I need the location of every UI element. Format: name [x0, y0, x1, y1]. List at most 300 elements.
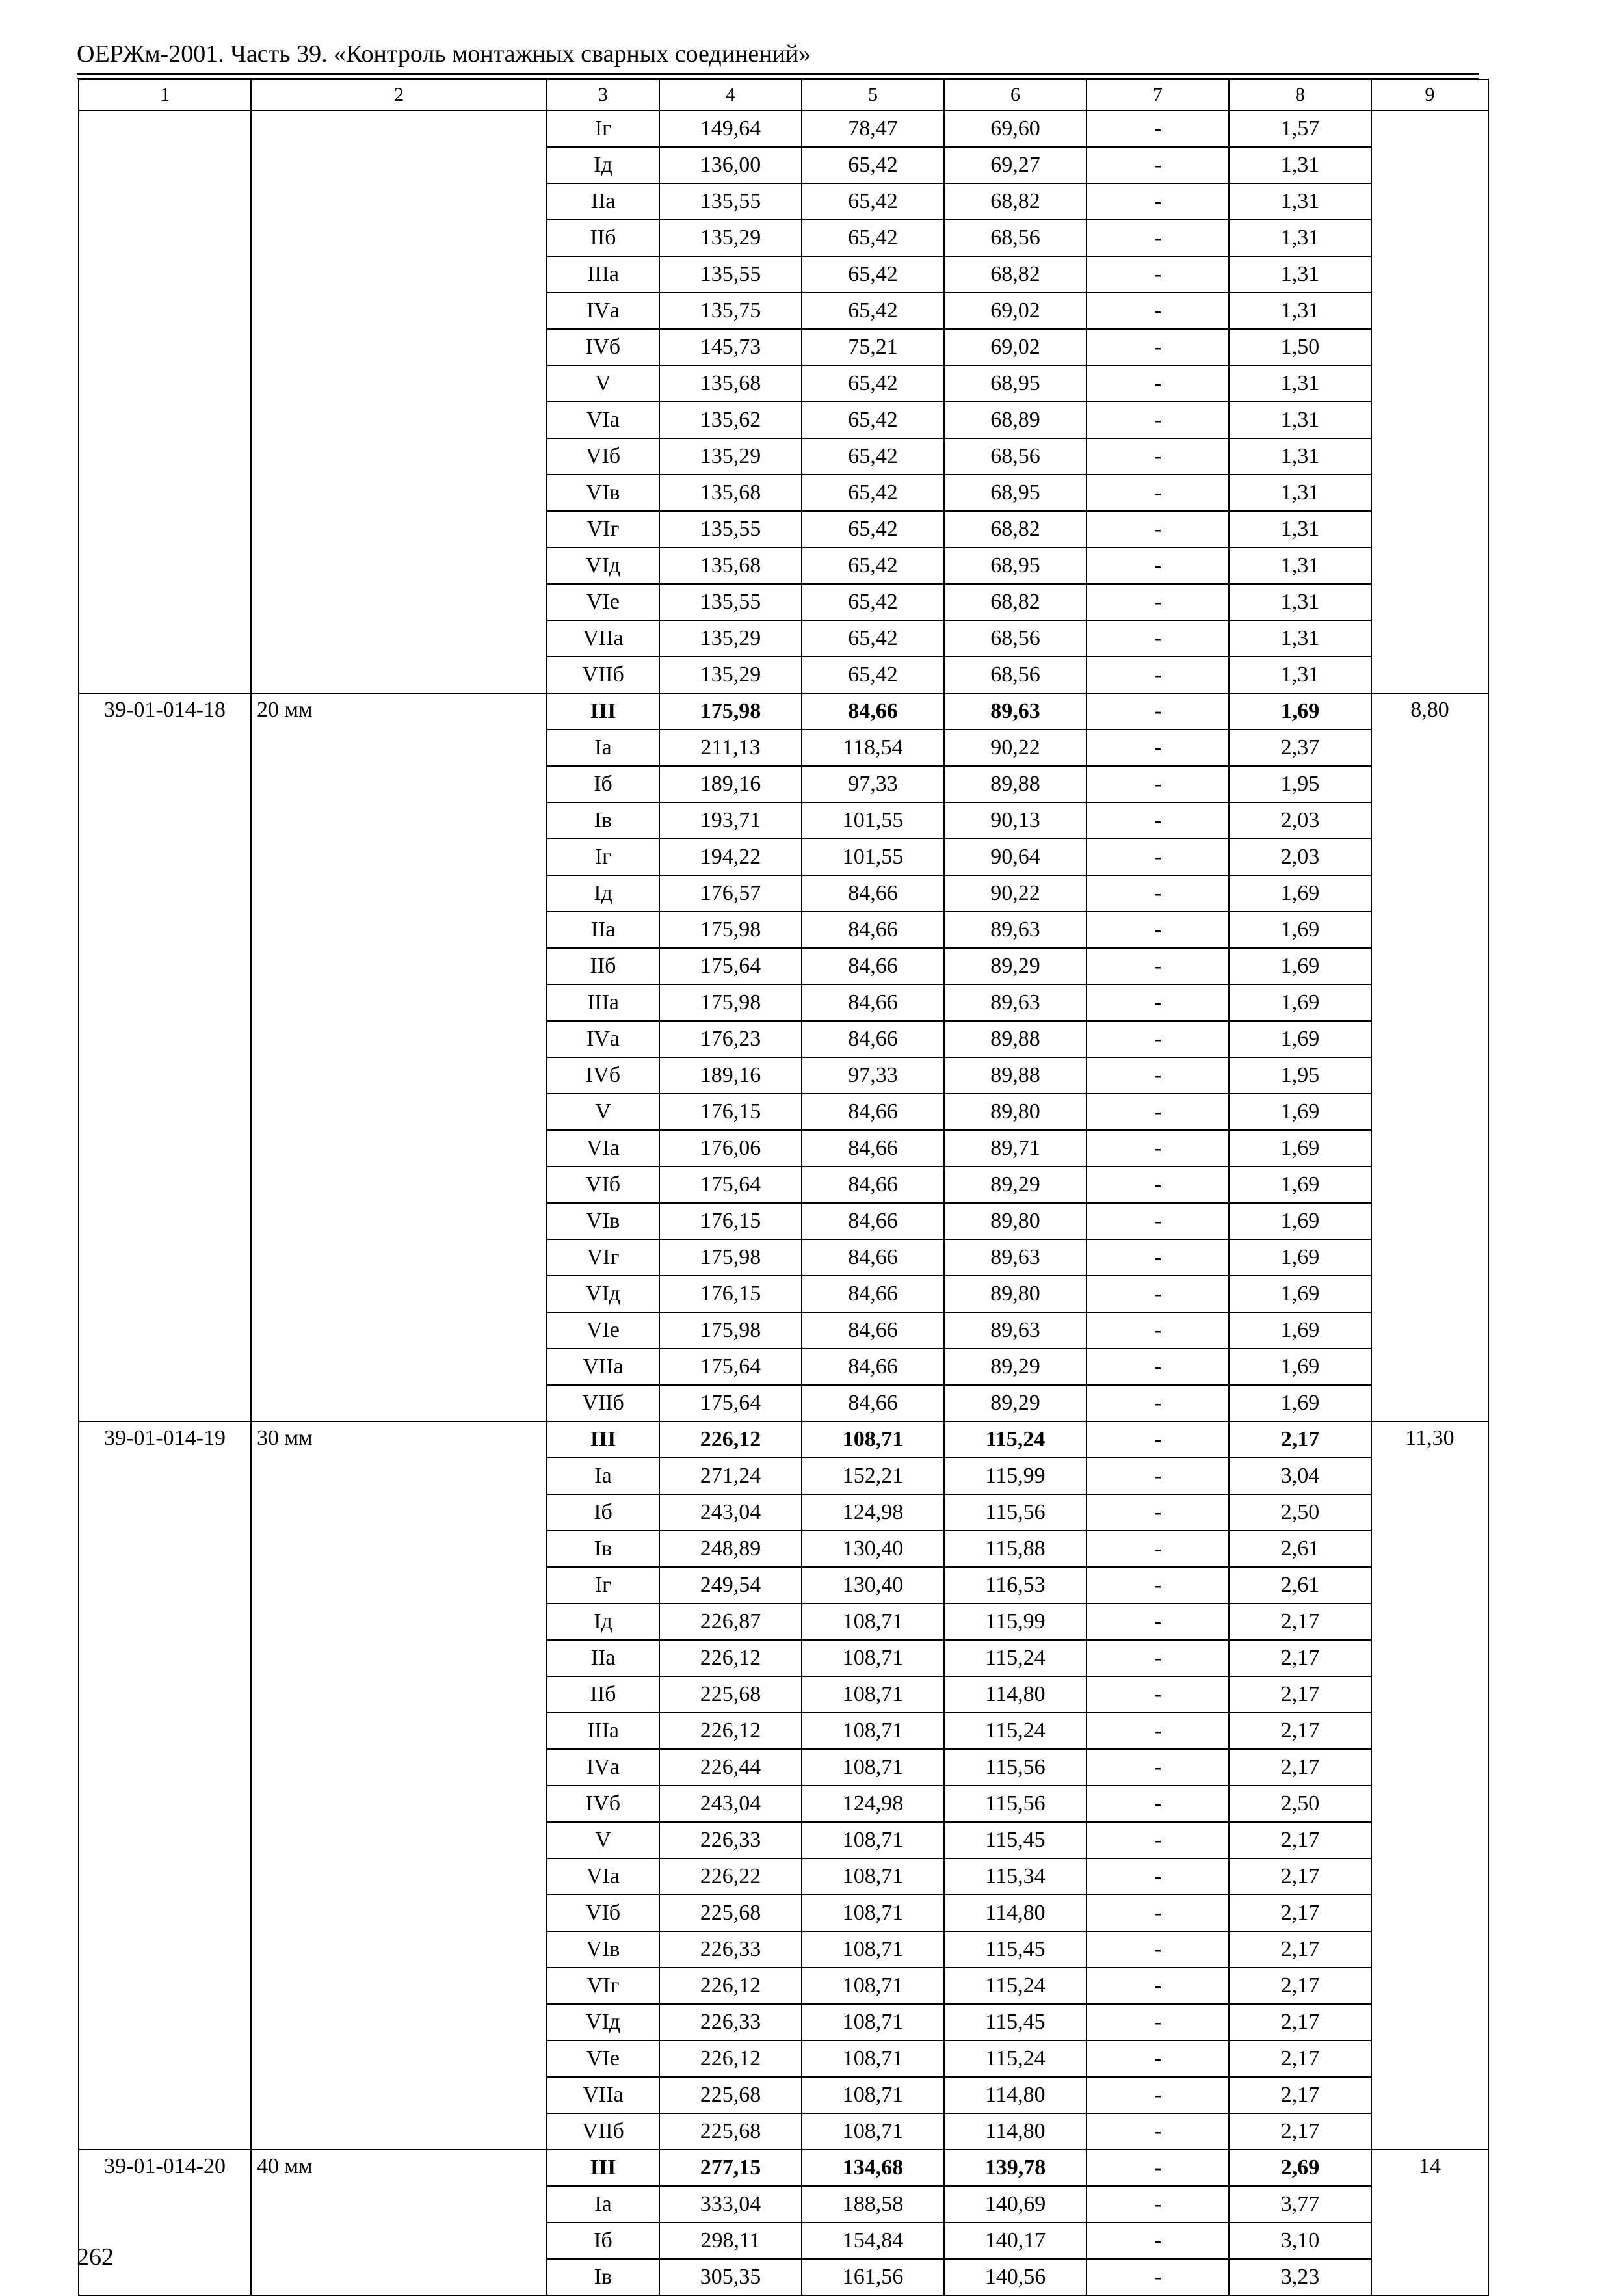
- value-cell: 226,44: [659, 1749, 802, 1786]
- category-cell: VIг: [547, 511, 659, 548]
- value-cell: 1,31: [1229, 365, 1371, 402]
- value-cell: 115,24: [944, 2040, 1086, 2077]
- material-price: 11,30: [1371, 1421, 1488, 2150]
- category-cell: VIе: [547, 1312, 659, 1349]
- value-cell: 175,64: [659, 1349, 802, 1385]
- value-cell: -: [1086, 1421, 1229, 1458]
- value-cell: 65,42: [802, 256, 944, 293]
- value-cell: 154,84: [802, 2223, 944, 2259]
- value-cell: 298,11: [659, 2223, 802, 2259]
- value-cell: 114,80: [944, 1676, 1086, 1713]
- value-cell: -: [1086, 1057, 1229, 1094]
- value-cell: 2,37: [1229, 730, 1371, 766]
- value-cell: 65,42: [802, 365, 944, 402]
- category-cell: Iв: [547, 802, 659, 839]
- material-price: 8,80: [1371, 693, 1488, 1421]
- category-cell: IVа: [547, 1749, 659, 1786]
- value-cell: -: [1086, 1749, 1229, 1786]
- value-cell: -: [1086, 256, 1229, 293]
- rate-description: 40 мм: [251, 2150, 547, 2295]
- table-row: [79, 2150, 1488, 2186]
- value-cell: -: [1086, 511, 1229, 548]
- column-header: 4: [659, 79, 802, 111]
- category-cell: IIа: [547, 912, 659, 948]
- value-cell: 226,87: [659, 1603, 802, 1640]
- value-cell: 69,02: [944, 293, 1086, 329]
- category-cell: Iб: [547, 766, 659, 802]
- page-header-title: ОЕРЖм-2001. Часть 39. «Контроль монтажных сварных соединений»: [77, 40, 811, 68]
- value-cell: 226,12: [659, 1640, 802, 1676]
- value-cell: 65,42: [802, 475, 944, 511]
- value-cell: 243,04: [659, 1494, 802, 1531]
- value-cell: 65,42: [802, 584, 944, 620]
- value-cell: -: [1086, 1312, 1229, 1349]
- value-cell: 249,54: [659, 1567, 802, 1603]
- value-cell: 225,68: [659, 1676, 802, 1713]
- value-cell: 189,16: [659, 1057, 802, 1094]
- category-cell: VIIб: [547, 657, 659, 693]
- category-cell: IIа: [547, 1640, 659, 1676]
- value-cell: 149,64: [659, 111, 802, 147]
- value-cell: -: [1086, 1858, 1229, 1895]
- value-cell: 226,33: [659, 1931, 802, 1968]
- category-cell: IIа: [547, 183, 659, 220]
- value-cell: -: [1086, 329, 1229, 365]
- category-cell: Iв: [547, 1531, 659, 1567]
- category-cell: V: [547, 1822, 659, 1858]
- value-cell: 84,66: [802, 1130, 944, 1167]
- value-cell: 140,69: [944, 2186, 1086, 2223]
- value-cell: 1,31: [1229, 584, 1371, 620]
- value-cell: 2,03: [1229, 802, 1371, 839]
- rate-description: 20 мм: [251, 693, 547, 1421]
- column-header: 7: [1086, 79, 1229, 111]
- value-cell: 115,24: [944, 1713, 1086, 1749]
- value-cell: 116,53: [944, 1567, 1086, 1603]
- value-cell: 194,22: [659, 839, 802, 875]
- value-cell: 1,57: [1229, 111, 1371, 147]
- value-cell: 90,64: [944, 839, 1086, 875]
- category-cell: III: [547, 2150, 659, 2186]
- value-cell: 175,64: [659, 948, 802, 984]
- category-cell: VIа: [547, 402, 659, 438]
- value-cell: -: [1086, 147, 1229, 183]
- category-cell: Iд: [547, 1603, 659, 1640]
- value-cell: 108,71: [802, 1895, 944, 1931]
- value-cell: 1,31: [1229, 475, 1371, 511]
- value-cell: 115,56: [944, 1494, 1086, 1531]
- value-cell: 89,88: [944, 1057, 1086, 1094]
- value-cell: -: [1086, 2223, 1229, 2259]
- value-cell: 89,88: [944, 766, 1086, 802]
- category-cell: VIIа: [547, 1349, 659, 1385]
- value-cell: 1,69: [1229, 1385, 1371, 1421]
- value-cell: 135,55: [659, 511, 802, 548]
- value-cell: 1,69: [1229, 1312, 1371, 1349]
- value-cell: 193,71: [659, 802, 802, 839]
- value-cell: 68,56: [944, 220, 1086, 256]
- value-cell: 1,31: [1229, 183, 1371, 220]
- value-cell: -: [1086, 1968, 1229, 2004]
- value-cell: -: [1086, 475, 1229, 511]
- value-cell: 277,15: [659, 2150, 802, 2186]
- value-cell: 108,71: [802, 1858, 944, 1895]
- value-cell: 78,47: [802, 111, 944, 147]
- value-cell: 75,21: [802, 329, 944, 365]
- value-cell: 108,71: [802, 2113, 944, 2150]
- value-cell: 68,56: [944, 438, 1086, 475]
- value-cell: 1,69: [1229, 1167, 1371, 1203]
- value-cell: 108,71: [802, 1822, 944, 1858]
- value-cell: 176,23: [659, 1021, 802, 1057]
- value-cell: -: [1086, 584, 1229, 620]
- value-cell: 115,88: [944, 1531, 1086, 1567]
- value-cell: 65,42: [802, 220, 944, 256]
- value-cell: 108,71: [802, 1968, 944, 2004]
- value-cell: -: [1086, 1603, 1229, 1640]
- category-cell: VIд: [547, 1276, 659, 1312]
- category-cell: IVб: [547, 1057, 659, 1094]
- material-price: 14: [1371, 2150, 1488, 2295]
- value-cell: 2,17: [1229, 1713, 1371, 1749]
- value-cell: 2,17: [1229, 2077, 1371, 2113]
- category-cell: IIб: [547, 948, 659, 984]
- value-cell: 140,56: [944, 2259, 1086, 2295]
- value-cell: -: [1086, 839, 1229, 875]
- value-cell: 135,75: [659, 293, 802, 329]
- category-cell: VIв: [547, 1203, 659, 1239]
- value-cell: 1,69: [1229, 1203, 1371, 1239]
- value-cell: 176,15: [659, 1203, 802, 1239]
- value-cell: 145,73: [659, 329, 802, 365]
- value-cell: 2,17: [1229, 1749, 1371, 1786]
- column-number-row: [79, 79, 1488, 111]
- value-cell: 135,68: [659, 475, 802, 511]
- value-cell: 115,45: [944, 2004, 1086, 2040]
- value-cell: 84,66: [802, 948, 944, 984]
- value-cell: 2,17: [1229, 1895, 1371, 1931]
- value-cell: 89,29: [944, 1385, 1086, 1421]
- value-cell: 1,31: [1229, 147, 1371, 183]
- value-cell: 243,04: [659, 1786, 802, 1822]
- value-cell: -: [1086, 111, 1229, 147]
- value-cell: 135,62: [659, 402, 802, 438]
- value-cell: 135,55: [659, 183, 802, 220]
- value-cell: 135,29: [659, 657, 802, 693]
- column-header: 8: [1229, 79, 1371, 111]
- value-cell: 114,80: [944, 2077, 1086, 2113]
- value-cell: 84,66: [802, 1385, 944, 1421]
- value-cell: -: [1086, 766, 1229, 802]
- category-cell: Iв: [547, 2259, 659, 2295]
- value-cell: 2,17: [1229, 1676, 1371, 1713]
- value-cell: 84,66: [802, 1239, 944, 1276]
- column-header: 6: [944, 79, 1086, 111]
- value-cell: 114,80: [944, 1895, 1086, 1931]
- value-cell: 136,00: [659, 147, 802, 183]
- value-cell: 1,69: [1229, 948, 1371, 984]
- value-cell: 140,17: [944, 2223, 1086, 2259]
- value-cell: 176,15: [659, 1276, 802, 1312]
- value-cell: 68,82: [944, 584, 1086, 620]
- value-cell: 1,69: [1229, 693, 1371, 730]
- table-body: [79, 111, 1488, 2295]
- value-cell: 115,56: [944, 1786, 1086, 1822]
- material-price: [1371, 111, 1488, 693]
- value-cell: -: [1086, 1567, 1229, 1603]
- value-cell: -: [1086, 2259, 1229, 2295]
- value-cell: -: [1086, 1640, 1229, 1676]
- column-header: 5: [802, 79, 944, 111]
- category-cell: VIд: [547, 548, 659, 584]
- value-cell: 135,68: [659, 365, 802, 402]
- category-cell: IIIа: [547, 256, 659, 293]
- category-cell: VIг: [547, 1239, 659, 1276]
- value-cell: 2,69: [1229, 2150, 1371, 2186]
- value-cell: 2,17: [1229, 2113, 1371, 2150]
- value-cell: 175,98: [659, 1312, 802, 1349]
- value-cell: 89,80: [944, 1094, 1086, 1130]
- value-cell: -: [1086, 802, 1229, 839]
- value-cell: 3,77: [1229, 2186, 1371, 2223]
- category-cell: III: [547, 1421, 659, 1458]
- value-cell: 2,61: [1229, 1567, 1371, 1603]
- value-cell: 130,40: [802, 1531, 944, 1567]
- value-cell: 84,66: [802, 1203, 944, 1239]
- value-cell: 108,71: [802, 1713, 944, 1749]
- value-cell: 115,24: [944, 1421, 1086, 1458]
- value-cell: 89,80: [944, 1203, 1086, 1239]
- value-cell: 89,63: [944, 984, 1086, 1021]
- value-cell: 3,10: [1229, 2223, 1371, 2259]
- value-cell: 108,71: [802, 2004, 944, 2040]
- value-cell: 2,17: [1229, 2004, 1371, 2040]
- value-cell: 176,57: [659, 875, 802, 912]
- category-cell: VIIа: [547, 2077, 659, 2113]
- category-cell: Iа: [547, 2186, 659, 2223]
- value-cell: 97,33: [802, 766, 944, 802]
- value-cell: 1,31: [1229, 402, 1371, 438]
- value-cell: 89,29: [944, 1349, 1086, 1385]
- value-cell: -: [1086, 948, 1229, 984]
- value-cell: 3,04: [1229, 1458, 1371, 1494]
- category-cell: Iа: [547, 730, 659, 766]
- value-cell: 115,34: [944, 1858, 1086, 1895]
- value-cell: 1,31: [1229, 657, 1371, 693]
- value-cell: 65,42: [802, 183, 944, 220]
- value-cell: 175,64: [659, 1167, 802, 1203]
- category-cell: Iг: [547, 839, 659, 875]
- value-cell: 84,66: [802, 875, 944, 912]
- category-cell: VIа: [547, 1858, 659, 1895]
- value-cell: 115,99: [944, 1603, 1086, 1640]
- value-cell: 1,69: [1229, 984, 1371, 1021]
- value-cell: 1,69: [1229, 1130, 1371, 1167]
- value-cell: 89,88: [944, 1021, 1086, 1057]
- value-cell: 68,82: [944, 256, 1086, 293]
- value-cell: 135,55: [659, 584, 802, 620]
- value-cell: -: [1086, 1276, 1229, 1312]
- category-cell: VIв: [547, 1931, 659, 1968]
- value-cell: 65,42: [802, 402, 944, 438]
- value-cell: 84,66: [802, 1094, 944, 1130]
- value-cell: 3,23: [1229, 2259, 1371, 2295]
- category-cell: IVа: [547, 293, 659, 329]
- value-cell: 2,17: [1229, 1603, 1371, 1640]
- value-cell: -: [1086, 1786, 1229, 1822]
- header-rule: [77, 73, 1479, 75]
- value-cell: 68,89: [944, 402, 1086, 438]
- value-cell: -: [1086, 1822, 1229, 1858]
- value-cell: 115,56: [944, 1749, 1086, 1786]
- category-cell: VIв: [547, 475, 659, 511]
- category-cell: Iб: [547, 2223, 659, 2259]
- value-cell: 1,69: [1229, 1021, 1371, 1057]
- value-cell: 89,63: [944, 1312, 1086, 1349]
- value-cell: 1,69: [1229, 1094, 1371, 1130]
- value-cell: 1,69: [1229, 1276, 1371, 1312]
- column-header: 9: [1371, 79, 1488, 111]
- value-cell: 2,17: [1229, 1931, 1371, 1968]
- rate-code: [79, 111, 251, 693]
- value-cell: 175,98: [659, 984, 802, 1021]
- value-cell: 135,68: [659, 548, 802, 584]
- value-cell: 135,29: [659, 620, 802, 657]
- value-cell: 135,29: [659, 438, 802, 475]
- value-cell: 226,12: [659, 2040, 802, 2077]
- value-cell: 68,82: [944, 183, 1086, 220]
- category-cell: Iб: [547, 1494, 659, 1531]
- value-cell: 114,80: [944, 2113, 1086, 2150]
- value-cell: 89,63: [944, 912, 1086, 948]
- value-cell: 68,56: [944, 620, 1086, 657]
- column-header: 3: [547, 79, 659, 111]
- value-cell: 65,42: [802, 438, 944, 475]
- value-cell: 84,66: [802, 912, 944, 948]
- value-cell: 65,42: [802, 548, 944, 584]
- category-cell: VIд: [547, 2004, 659, 2040]
- value-cell: -: [1086, 1931, 1229, 1968]
- value-cell: 69,27: [944, 147, 1086, 183]
- category-cell: VIб: [547, 438, 659, 475]
- value-cell: 65,42: [802, 293, 944, 329]
- value-cell: -: [1086, 1458, 1229, 1494]
- category-cell: Iг: [547, 111, 659, 147]
- value-cell: 248,89: [659, 1531, 802, 1567]
- table-row: [79, 1421, 1488, 1458]
- value-cell: 68,95: [944, 475, 1086, 511]
- value-cell: 97,33: [802, 1057, 944, 1094]
- value-cell: 84,66: [802, 984, 944, 1021]
- value-cell: 65,42: [802, 657, 944, 693]
- category-cell: IVа: [547, 1021, 659, 1057]
- value-cell: 108,71: [802, 1421, 944, 1458]
- value-cell: 108,71: [802, 1931, 944, 1968]
- value-cell: 89,29: [944, 1167, 1086, 1203]
- value-cell: 130,40: [802, 1567, 944, 1603]
- value-cell: 84,66: [802, 1021, 944, 1057]
- value-cell: 188,58: [802, 2186, 944, 2223]
- value-cell: -: [1086, 1531, 1229, 1567]
- category-cell: V: [547, 365, 659, 402]
- category-cell: VIг: [547, 1968, 659, 2004]
- value-cell: 89,29: [944, 948, 1086, 984]
- value-cell: 101,55: [802, 839, 944, 875]
- value-cell: 2,17: [1229, 1421, 1371, 1458]
- category-cell: VIIб: [547, 1385, 659, 1421]
- value-cell: -: [1086, 2004, 1229, 2040]
- value-cell: 226,12: [659, 1713, 802, 1749]
- value-cell: 90,22: [944, 730, 1086, 766]
- category-cell: IIIа: [547, 984, 659, 1021]
- value-cell: 2,17: [1229, 1822, 1371, 1858]
- value-cell: 1,95: [1229, 1057, 1371, 1094]
- value-cell: 175,98: [659, 1239, 802, 1276]
- value-cell: -: [1086, 2113, 1229, 2150]
- value-cell: -: [1086, 1203, 1229, 1239]
- value-cell: 1,69: [1229, 1349, 1371, 1385]
- value-cell: -: [1086, 2150, 1229, 2186]
- rate-code: 39-01-014-20: [79, 2150, 251, 2295]
- value-cell: 1,31: [1229, 220, 1371, 256]
- value-cell: 68,56: [944, 657, 1086, 693]
- rate-description: 30 мм: [251, 1421, 547, 2150]
- value-cell: 1,31: [1229, 548, 1371, 584]
- value-cell: 134,68: [802, 2150, 944, 2186]
- category-cell: III: [547, 693, 659, 730]
- value-cell: 225,68: [659, 1895, 802, 1931]
- page-number: 262: [77, 2243, 114, 2271]
- column-header: 1: [79, 79, 251, 111]
- value-cell: 115,24: [944, 1640, 1086, 1676]
- value-cell: 2,50: [1229, 1786, 1371, 1822]
- value-cell: -: [1086, 620, 1229, 657]
- value-cell: 124,98: [802, 1494, 944, 1531]
- value-cell: 226,33: [659, 2004, 802, 2040]
- value-cell: -: [1086, 1130, 1229, 1167]
- value-cell: 1,69: [1229, 875, 1371, 912]
- column-header: 2: [251, 79, 547, 111]
- value-cell: 2,03: [1229, 839, 1371, 875]
- value-cell: 135,29: [659, 220, 802, 256]
- category-cell: VIе: [547, 2040, 659, 2077]
- value-cell: 84,66: [802, 1276, 944, 1312]
- value-cell: 175,98: [659, 693, 802, 730]
- value-cell: 176,15: [659, 1094, 802, 1130]
- value-cell: -: [1086, 1713, 1229, 1749]
- value-cell: 161,56: [802, 2259, 944, 2295]
- value-cell: -: [1086, 984, 1229, 1021]
- value-cell: -: [1086, 2077, 1229, 2113]
- value-cell: 68,82: [944, 511, 1086, 548]
- value-cell: 176,06: [659, 1130, 802, 1167]
- value-cell: 68,95: [944, 365, 1086, 402]
- value-cell: 1,31: [1229, 293, 1371, 329]
- table-row: [79, 111, 1488, 147]
- value-cell: 108,71: [802, 1603, 944, 1640]
- category-cell: IIб: [547, 220, 659, 256]
- value-cell: 135,55: [659, 256, 802, 293]
- value-cell: -: [1086, 548, 1229, 584]
- category-cell: Iд: [547, 875, 659, 912]
- value-cell: 68,95: [944, 548, 1086, 584]
- value-cell: 124,98: [802, 1786, 944, 1822]
- value-cell: -: [1086, 875, 1229, 912]
- value-cell: -: [1086, 1021, 1229, 1057]
- value-cell: -: [1086, 293, 1229, 329]
- category-cell: VIа: [547, 1130, 659, 1167]
- value-cell: 1,31: [1229, 438, 1371, 475]
